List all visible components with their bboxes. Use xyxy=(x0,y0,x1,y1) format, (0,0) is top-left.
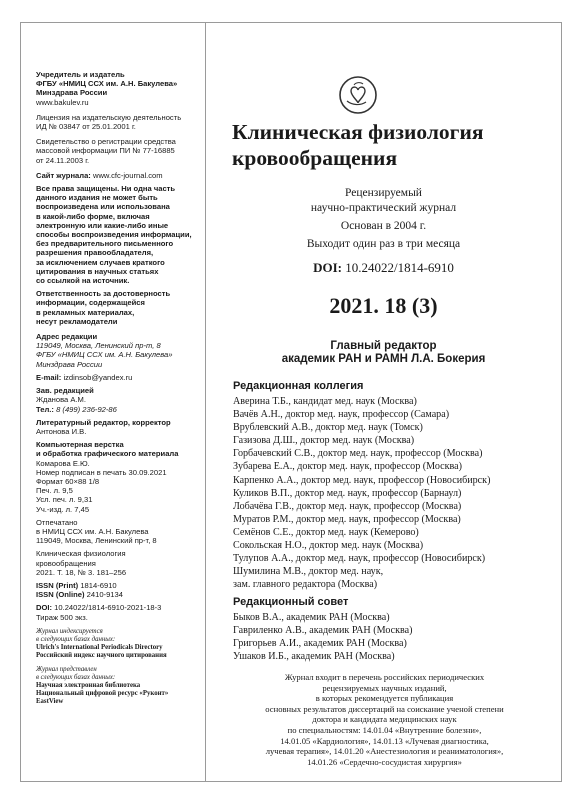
layout-name: Комарова Е.Ю. xyxy=(36,458,90,468)
council-list xyxy=(233,611,412,663)
cite-line: кровообращения xyxy=(36,558,96,568)
rights-line: за исключением случаев краткого xyxy=(36,257,165,267)
rights-line: способы воспроизведения информации, xyxy=(36,230,192,240)
journal-doi-value: 10.24022/1814-6910 xyxy=(345,260,454,275)
rights-line: данного издания не может быть xyxy=(36,193,158,203)
repr-item: Научная электронная библиотека xyxy=(36,681,141,689)
indexed-item: Ulrich's International Periodicals Directory xyxy=(36,643,163,651)
email-label: E-mail: xyxy=(36,372,62,382)
founder-ministry: Минздрава России xyxy=(36,88,108,98)
repr-intro: Журнал представлен xyxy=(36,665,97,673)
doi-line xyxy=(36,603,199,612)
note-line: доктора и кандидата медицинских наук xyxy=(312,714,457,725)
address-line: ФГБУ «НМИЦ ССХ им. А.Н. Бакулева» xyxy=(36,350,173,360)
license-line: ИД № 03847 от 25.01.2001 г. xyxy=(36,122,136,132)
council-member: Григорьев А.И., академик РАН (Москва) xyxy=(233,638,407,650)
board-member: зам. главного редактора (Москва) xyxy=(233,579,378,591)
resp-line: Ответственность за достоверность xyxy=(36,289,171,299)
cert-line: Свидетельство о регистрации средства xyxy=(36,137,176,147)
indexed-intro: в следующих базах данных: xyxy=(36,635,116,643)
tel-value: 8 (499) 236-92-86 xyxy=(56,404,117,414)
site-line xyxy=(36,171,199,180)
email-line xyxy=(36,373,199,382)
rights-line: разрешения правообладателя, xyxy=(36,248,154,258)
doi-label: DOI: xyxy=(36,603,53,613)
board-member: Аверина Т.Б., кандидат мед. наук (Москва) xyxy=(233,396,417,407)
board-member: Зубарева Е.А., доктор мед. наук, профессор (Москва) xyxy=(233,461,463,473)
issn-print-label: ISSN (Print) xyxy=(36,580,79,590)
board-member: Семёнов С.Е., доктор мед. наук (Кемерово) xyxy=(233,526,419,538)
founder-site: www.bakulev.ru xyxy=(36,97,89,107)
note-line: лучевая терапия», 14.01.20 «Анестезиология и реаниматология», xyxy=(265,746,504,757)
rights-line: цитирования в научных статьях xyxy=(36,266,159,276)
rights-line: электронную или какие-либо иные xyxy=(36,220,169,230)
rights-line: в какой-либо форме, включая xyxy=(36,211,150,221)
subtitle-line: Основан в 2004 г. xyxy=(340,220,427,232)
journal-title-line: кровообращения xyxy=(232,146,398,170)
address-line: 119049, Москва, Ленинский пр-т, 8 xyxy=(36,341,161,351)
issn-print xyxy=(36,581,199,590)
subtitle-line: научно-практический журнал xyxy=(310,202,457,214)
chief-editor-line: Главный редактор xyxy=(330,340,437,352)
cert-line: массовой информации ПИ № 77-16885 xyxy=(36,146,175,156)
tel-label: Тел.: xyxy=(36,404,54,414)
address-line: Минздрава России xyxy=(36,359,103,369)
council-member: Ушаков И.Б., академик РАН (Москва) xyxy=(233,651,395,663)
doi-value: 10.24022/1814-6910-2021-18-3 xyxy=(54,603,162,613)
print-line: Печ. л. 9,5 xyxy=(36,486,73,496)
head-label: Зав. редакцией xyxy=(36,386,94,396)
board-member: Вачёв А.Н., доктор мед. наук, профессор (Самара) xyxy=(233,409,450,421)
indexed-item: Российский индекс научного цитирования xyxy=(36,651,167,659)
repr-intro: в следующих базах данных: xyxy=(36,673,116,681)
chief-editor-line: академик РАН и РАМН Л.А. Бокерия xyxy=(281,353,486,365)
subtitle-line: Выходит один раз в три месяца xyxy=(306,238,461,250)
journal-logo xyxy=(338,75,378,115)
journal-doi xyxy=(205,260,562,276)
board-member: Лобачёва Г.В., доктор мед. наук, профессор (Москва) xyxy=(233,500,462,512)
chief-editor xyxy=(205,340,562,366)
site-value: www.cfc-journal.com xyxy=(92,170,163,180)
founder-title: Учредитель и издатель xyxy=(36,70,125,79)
board-member: Горбачевский С.В., доктор мед. наук, профессор (Москва) xyxy=(233,448,483,460)
board-member: Врублевский А.В., доктор мед. наук (Томск) xyxy=(233,422,423,434)
column-divider xyxy=(205,22,206,782)
repr-item: EastView xyxy=(36,697,64,705)
note-line: 14.01.05 «Кардиология», 14.01.13 «Лучевая диагностика, xyxy=(280,735,489,746)
printed-line: 119049, Москва, Ленинский пр-т, 8 xyxy=(36,536,157,546)
print-line: Усл. печ. л. 9,31 xyxy=(36,495,93,505)
issue-number: 2021. 18 (3) xyxy=(329,293,438,318)
board-title: Редакционная коллегия xyxy=(233,380,364,392)
note-line: основных результатов диссертаций на соискание ученой степени xyxy=(265,703,504,714)
board-member: Куликов В.П., доктор мед. наук, профессор (Барнаул) xyxy=(233,487,462,499)
rights-line: со ссылкой на источник. xyxy=(36,276,130,286)
rights-line: Все права защищены. Ни одна часть xyxy=(36,184,176,194)
address-label: Адрес редакции xyxy=(36,332,98,342)
issn-online-value: 2410-9134 xyxy=(86,590,123,600)
council-member: Быков В.А., академик РАН (Москва) xyxy=(233,612,390,623)
journal-doi-label: DOI: xyxy=(313,260,342,275)
email-value: izdinsob@yandex.ru xyxy=(63,372,133,382)
cite-line: Клиническая физиология xyxy=(36,549,126,559)
license-line: Лицензия на издательскую деятельность xyxy=(36,112,182,122)
vak-note xyxy=(212,672,557,767)
head-name: Жданова А.М. xyxy=(36,395,86,405)
site-label: Сайт журнала: xyxy=(36,170,91,180)
printed-line: Отпечатано xyxy=(36,517,78,527)
note-line: 14.01.26 «Сердечно-сосудистая хирургия» xyxy=(307,756,462,767)
issn-online-label: ISSN (Online) xyxy=(36,590,85,600)
board-member: Муратов Р.М., доктор мед. наук, профессор (Москва) xyxy=(233,513,461,525)
editor-name: Антонова И.В. xyxy=(36,426,87,436)
board-member: Шумилина М.В., доктор мед. наук, xyxy=(233,566,384,578)
rights-line: воспроизведена или использована xyxy=(36,202,170,212)
subtitle-line: Рецензируемый xyxy=(345,187,422,199)
note-line: в которых рекомендуется публикация xyxy=(315,693,454,704)
note-line: по специальностям: 14.01.04 «Внутренние болезни», xyxy=(287,724,482,735)
note-line: Журнал входит в перечень российских периодических xyxy=(284,672,485,682)
resp-line: в рекламных материалах, xyxy=(36,307,135,317)
board-member: Тулупов А.А., доктор мед. наук, профессор (Новосибирск) xyxy=(233,553,486,565)
print-line: Номер подписан в печать 30.09.2021 xyxy=(36,467,167,477)
issn-online xyxy=(36,590,199,599)
rights-line: без предварительного письменного xyxy=(36,239,174,249)
board-member: Карпенко А.А., доктор мед. наук, профессор (Новосибирск) xyxy=(233,474,491,486)
resp-line: несут рекламодатели xyxy=(36,316,118,326)
layout-label: Компьютерная верстка xyxy=(36,440,124,450)
print-line: Формат 60×88 1/8 xyxy=(36,476,100,486)
issn-print-value: 1814-6910 xyxy=(80,580,117,590)
founder-org: ФГБУ «НМИЦ ССХ им. А.Н. Бакулева» xyxy=(36,79,178,89)
resp-line: информации, содержащейся xyxy=(36,298,145,308)
printed-line: в НМИЦ ССХ им. А.Н. Бакулева xyxy=(36,526,149,536)
indexed-intro: Журнал индексируется xyxy=(36,627,103,635)
print-line: Уч.-изд. л. 7,45 xyxy=(36,504,90,514)
board-list xyxy=(233,395,490,591)
board-member: Газизова Д.Ш., доктор мед. наук (Москва) xyxy=(233,435,415,447)
journal-title-line: Клиническая физиология xyxy=(232,120,484,144)
imprint-column xyxy=(36,70,199,706)
board-member: Сокольская Н.О., доктор мед. наук (Москва) xyxy=(233,540,424,552)
tel-line xyxy=(36,405,199,414)
council-member: Гавриленко А.В., академик РАН (Москва) xyxy=(233,625,413,637)
layout-label: и обработка графического материала xyxy=(36,449,179,459)
print-run: Тираж 500 экз. xyxy=(36,612,88,622)
cite-line: 2021. Т. 18, № 3. 181–256 xyxy=(36,567,127,577)
note-line: рецензируемых научных изданий, xyxy=(322,682,447,693)
cert-line: от 24.11.2003 г. xyxy=(36,155,90,165)
council-title: Редакционный совет xyxy=(233,596,349,608)
repr-item: Национальный цифровой ресурс «Руконт» xyxy=(36,689,169,697)
editor-label: Литературный редактор, корректор xyxy=(36,417,171,427)
